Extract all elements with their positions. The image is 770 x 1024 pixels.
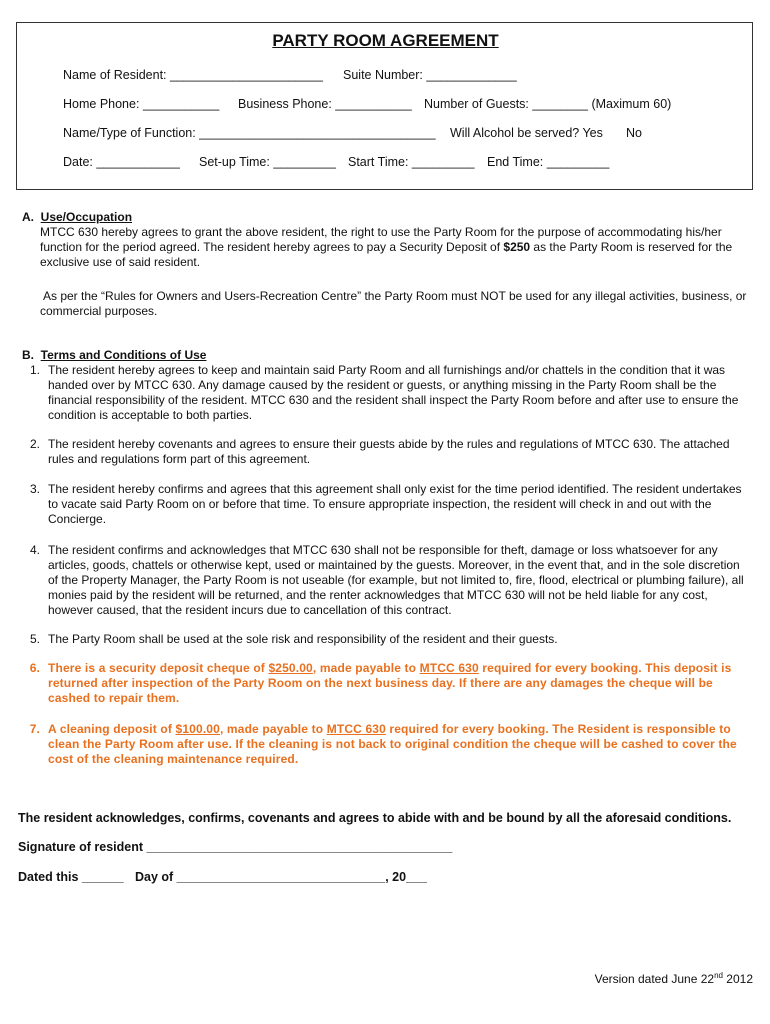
signature-line[interactable]: Signature of resident ____________________________________________ xyxy=(18,840,453,854)
section-b-letter: B. xyxy=(22,348,34,362)
section-a-letter: A. xyxy=(22,210,34,224)
section-a-title: Use/Occupation xyxy=(40,210,133,224)
resident-info-box xyxy=(16,22,753,190)
start-time-field[interactable]: Start Time: _________ xyxy=(348,155,475,169)
list-item: 4. The resident confirms and acknowledges that MTCC 630 shall not be responsible for theft, damage or loss whatsoever for any articles, goods, chattels or otherwise kept, used or maintained by the guests. Moreover, in the event that, and in the sole discretion of the Property Manager, the Party Room is not useable (for example, but not limited to, fire, flood, electrical or plumbing failure), all monies paid by the resident will be returned, and the renter acknowledges that MTCC 630 will not be held liable for any cost, however caused, that the resident incurs due to cancellation of this contract. xyxy=(29,543,744,617)
name-of-resident-field[interactable]: Name of Resident: ______________________ xyxy=(63,68,323,82)
date-field[interactable]: Date: ____________ xyxy=(63,155,180,169)
dated-this-field[interactable]: Dated this ______ xyxy=(18,870,124,884)
day-of-field[interactable]: Day of ______________________________, 20___ xyxy=(135,870,427,884)
acknowledgement-statement: The resident acknowledges, confirms, covenants and agrees to abide with and be bound by all the aforesaid conditions. xyxy=(18,811,732,825)
list-item: 5. The Party Room shall be used at the sole risk and responsibility of the resident and their guests. xyxy=(29,632,558,646)
end-time-field[interactable]: End Time: _________ xyxy=(487,155,610,169)
section-a-heading xyxy=(22,210,132,224)
section-a-paragraph-2: As per the “Rules for Owners and Users-Recreation Centre” the Party Room must NOT be used for any illegal activities, business, or commercial purposes. xyxy=(40,289,747,318)
section-b-heading xyxy=(22,348,206,362)
cleaning-deposit-item: 7. A cleaning deposit of $100.00, made payable to MTCC 630 required for every booking. The Resident is responsible to clean the Party Room after use. If the cleaning is not back to original condition the cheque will be cashed to cover the cost of the cleaning maintenance required. xyxy=(29,722,737,766)
page-title: PARTY ROOM AGREEMENT xyxy=(272,31,499,50)
list-item: 2. The resident hereby covenants and agrees to ensure their guests abide by the rules and regulations of MTCC 630. The attached rules and regulations form part of this agreement. xyxy=(29,437,730,466)
list-item: 3. The resident hereby confirms and agrees that this agreement shall only exist for the time period identified. The resident undertakes to vacate said Party Room on or before that time. To ensure appropriate inspection, the resident will check in and out with the Concierge. xyxy=(29,482,742,526)
home-phone-field[interactable]: Home Phone: ___________ xyxy=(63,97,220,111)
alcohol-no-option[interactable]: No xyxy=(626,126,642,140)
version-footer: Version dated June 22nd 2012 xyxy=(594,971,753,986)
deposit-amount: $250 xyxy=(503,240,531,254)
function-type-field[interactable]: Name/Type of Function: __________________________________ xyxy=(63,126,436,140)
setup-time-field[interactable]: Set-up Time: _________ xyxy=(199,155,336,169)
list-item: 1. The resident hereby agrees to keep and maintain said Party Room and all furnishings and/or chattels in the condition that it was handed over by MTCC 630. Any damage caused by the resident or guests, or anything missing in the Party Room shall be the financial responsibility of the resident. MTCC 630 and the resident shall inspect the Party Room before and after use to ensure the condition is acceptable to both parties. xyxy=(29,363,739,422)
security-deposit-item: 6. There is a security deposit cheque of $250.00, made payable to MTCC 630 required for every booking. This deposit is returned after inspection of the Party Room on the next business day. If there are any damages the cheque will be cashed to repair them. xyxy=(29,661,732,705)
section-a-paragraph-1: MTCC 630 hereby agrees to grant the above resident, the right to use the Party Room for the purpose of accommodating his/her function for the period agreed. The resident hereby agrees to pay a Security Deposit of $250 as the Party Room is reserved for the exclusive use of said resident. xyxy=(40,225,733,269)
suite-number-field[interactable]: Suite Number: _____________ xyxy=(343,68,517,82)
business-phone-field[interactable]: Business Phone: ___________ xyxy=(238,97,412,111)
number-of-guests-field[interactable]: Number of Guests: ________ (Maximum 60) xyxy=(424,97,672,111)
alcohol-yes-option[interactable]: Will Alcohol be served? Yes xyxy=(450,126,603,140)
section-b-title: Terms and Conditions of Use xyxy=(40,348,207,362)
